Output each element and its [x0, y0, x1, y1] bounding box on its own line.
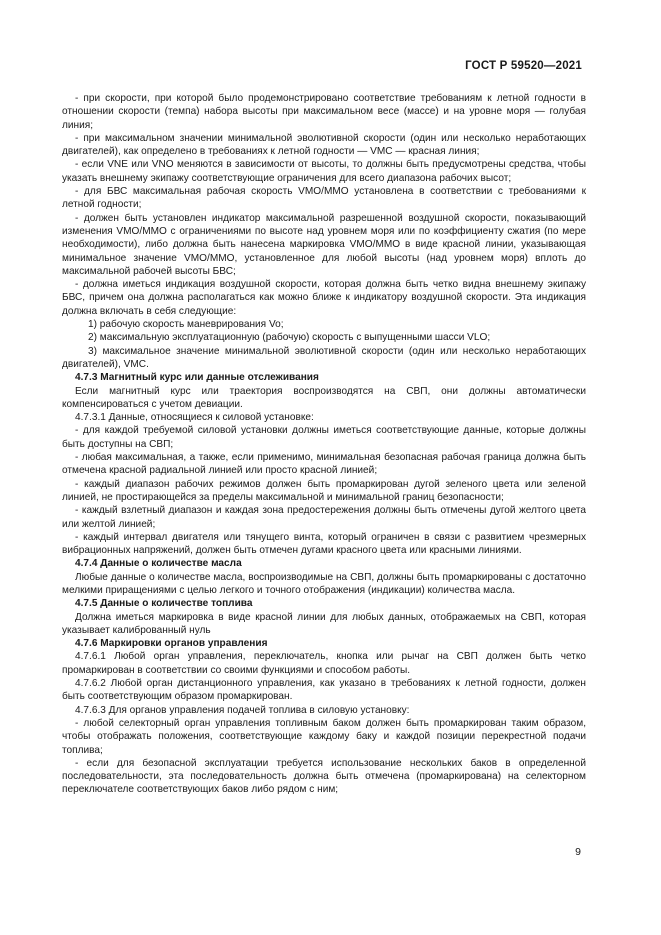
- list-item: 1) рабочую скорость маневрирования Vo;: [88, 319, 284, 331]
- paragraph: - каждый взлетный диапазон и каждая зона предостережения должны быть отмечены дугой желтого цвета или желтой линией;: [62, 505, 586, 530]
- paragraph: - если для безопасной эксплуатации требуется использование нескольких баков в определенной последовательности, эта последовательность должна быть отмечена (промаркирована) на селекторном переключателе соответствующих баков либо рядом с ним;: [62, 757, 586, 796]
- document-header: ГОСТ Р 59520—2021: [465, 60, 582, 72]
- section-heading: 4.7.3 Магнитный курс или данные отслеживания: [75, 372, 319, 384]
- paragraph: 4.7.6.3 Для органов управления подачей топлива в силовую установку:: [75, 704, 410, 716]
- list-item: 2) максимальную эксплуатационную (рабочую) скорость с выпущенными шасси VLO;: [88, 332, 491, 344]
- paragraph: - для каждой требуемой силовой установки должны иметься соответствующие данные, которые должны быть доступны на СВП;: [62, 425, 586, 450]
- section-heading: 4.7.5 Данные о количестве топлива: [75, 598, 253, 610]
- paragraph: - любой селекторный орган управления топливным баком должен быть промаркирован таким образом, чтобы отображать положения, соответствующие каждому баку и каждой позиции перекрестной подачи топлива;: [62, 717, 586, 756]
- paragraph: 4.7.6.2 Любой орган дистанционного управления, как указано в требованиях к летной годности, должен быть соответствующим образом промаркирован.: [62, 678, 586, 703]
- paragraph: - при максимальном значении минимальной эволютивной скорости (один или несколько неработающих двигателей), как определено в требованиях к летной годности — VMC — красная линия;: [62, 132, 586, 158]
- paragraph: 4.7.3.1 Данные, относящиеся к силовой установке:: [75, 412, 314, 424]
- paragraph: - должен быть установлен индикатор максимальной разрешенной воздушной скорости, показывающий изменения VMO/MMO с ограничениями по высоте над уровнем моря или по коэффициенту сжатия (по мере необходимости), либо должна быть нанесена маркировка VMO/MMO в виде красной линии, указывающая минимальное значение VMO/MMO, установленное для любой высоты (над уровнем моря) вплоть до максимальной рабочей высоты БВС;: [62, 212, 586, 277]
- paragraph: - если VNE или VNO меняются в зависимости от высоты, то должны быть предусмотрены средства, чтобы указать внешнему экипажу соответствующие ограничения для всего диапазона рабочих высот;: [62, 159, 586, 184]
- paragraph: Если магнитный курс или траектория воспроизводятся на СВП, они должны автоматически компенсироваться с учетом девиации.: [62, 385, 586, 410]
- paragraph: - каждый интервал двигателя или тянущего винта, который ограничен в связи с развитием чрезмерных вибрационных напряжений, должен быть отмечен дугами красного цвета или красными линиями.: [62, 531, 586, 557]
- paragraph: Должна иметься маркировка в виде красной линии для любых данных, отображаемых на СВП, которая указывает калиброванный нуль: [62, 611, 586, 636]
- page-number: 9: [575, 846, 581, 858]
- paragraph: - должна иметься индикация воздушной скорости, которая должна быть четко видна внешнему экипажу БВС, причем она должна располагаться как можно ближе к индикатору воздушной скорости. Эта индикация должна включать в себя следующие:: [62, 279, 586, 317]
- paragraph: - любая максимальная, а также, если применимо, минимальная безопасная рабочая граница должна быть отмечена красной радиальной линией или просто красной линией;: [62, 452, 586, 477]
- list-item: 3) максимальное значение минимальной эволютивной скорости (один или несколько неработающих двигателей), VMC.: [62, 345, 586, 370]
- document-body: [62, 92, 586, 797]
- paragraph: 4.7.6.1 Любой орган управления, переключатель, кнопка или рычаг на СВП должен быть четко промаркирован в соответствии со своими функциями и способом работы.: [62, 651, 586, 676]
- paragraph: - для БВС максимальная рабочая скорость VMO/MMO установлена в соответствии с требованиями к летной годности;: [62, 186, 586, 211]
- section-heading: 4.7.6 Маркировки органов управления: [75, 638, 268, 650]
- paragraph: - каждый диапазон рабочих режимов должен быть промаркирован дугой зеленого цвета или зеленой линией, не простирающейся за пределы максимальной и минимальной границ безопасности;: [62, 478, 586, 503]
- section-heading: 4.7.4 Данные о количестве масла: [75, 558, 242, 570]
- paragraph: Любые данные о количестве масла, воспроизводимые на СВП, должны быть промаркированы с достаточно мелкими приращениями с целью легкого и точного отображения (индикации) количества масла.: [62, 571, 586, 596]
- paragraph: - при скорости, при которой было продемонстрировано соответствие требованиям к летной годности в отношении скорости (темпа) набора высоты при максимальном весе (массе) и на уровне моря — голубая линия;: [62, 93, 586, 131]
